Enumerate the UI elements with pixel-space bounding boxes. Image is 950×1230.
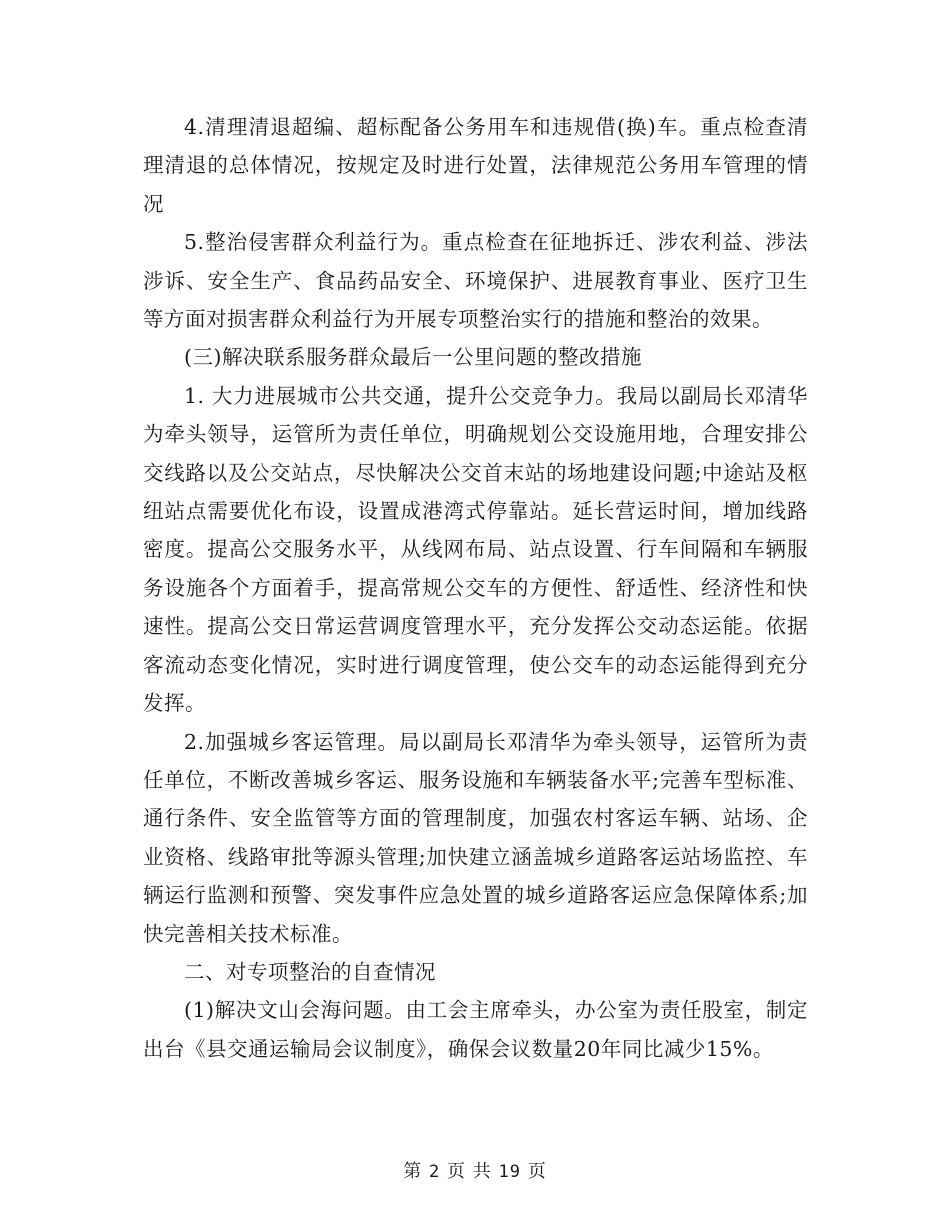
footer-prefix: 第 [403,1161,423,1182]
paragraph-item-5: 5.整治侵害群众利益行为。重点检查在征地拆迁、涉农利益、涉法涉诉、安全生产、食品药品安全、环境保护、进展教育事业、医疗卫生等方面对损害群众利益行为开展专项整治实行的措施和整治的效果。 [143,230,808,332]
paragraph-measure-1: 1. 大力进展城市公共交通，提升公交竞争力。我局以副局长邓清华为牵头领导，运管所为责任单位，明确规划公交设施用地，合理安排公交线路以及公交站点，尽快解决公交首末站的场地建设问题;中途站及枢纽站点需要优化布设，设置成港湾式停靠站。延长营运时间，增加线路密度。提高公交服务水平，从线网布局、站点设置、行车间隔和车辆服务设施各个方面着手，提高常规公交车的方便性、舒适性、经济性和快速性。提高公交日常运营调度管理水平，充分发挥公交动态运能。依据客流动态变化情况，实时进行调度管理，使公交车的动态运能得到充分发挥。 [143,383,808,716]
document-body [143,108,808,1068]
footer-suffix: 页 [527,1161,547,1182]
page-footer [0,1157,950,1183]
section-heading-2: 二、对专项整治的自查情况 [184,959,436,984]
footer-total-pages: 19 [498,1162,521,1182]
footer-page-number: 2 [429,1162,441,1182]
paragraph-measure-2: 2.加强城乡客运管理。局以副局长邓清华为牵头领导，运管所为责任单位，不断改善城乡客运、服务设施和车辆装备水平;完善车型标准、通行条件、安全监管等方面的管理制度，加强农村客运车辆、站场、企业资格、线路审批等源头管理;加快建立涵盖城乡道路客运站场监控、车辆运行监测和预警、突发事件应急处置的城乡道路客运应急保障体系;加快完善相关技术标准。 [143,729,808,946]
footer-middle: 页 共 [447,1161,492,1182]
paragraph-item-4: 4.清理清退超编、超标配备公务用车和违规借(换)车。重点检查清理清退的总体情况，按规定及时进行处置，法律规范公务用车管理的情况 [143,115,808,216]
section-heading-3: (三)解决联系服务群众最后一公里问题的整改措施 [184,345,642,370]
paragraph-selfcheck-1: (1)解决文山会海问题。由工会主席牵头，办公室为责任股室，制定出台《县交通运输局会议制度》，确保会议数量20年同比减少15%。 [143,998,808,1061]
